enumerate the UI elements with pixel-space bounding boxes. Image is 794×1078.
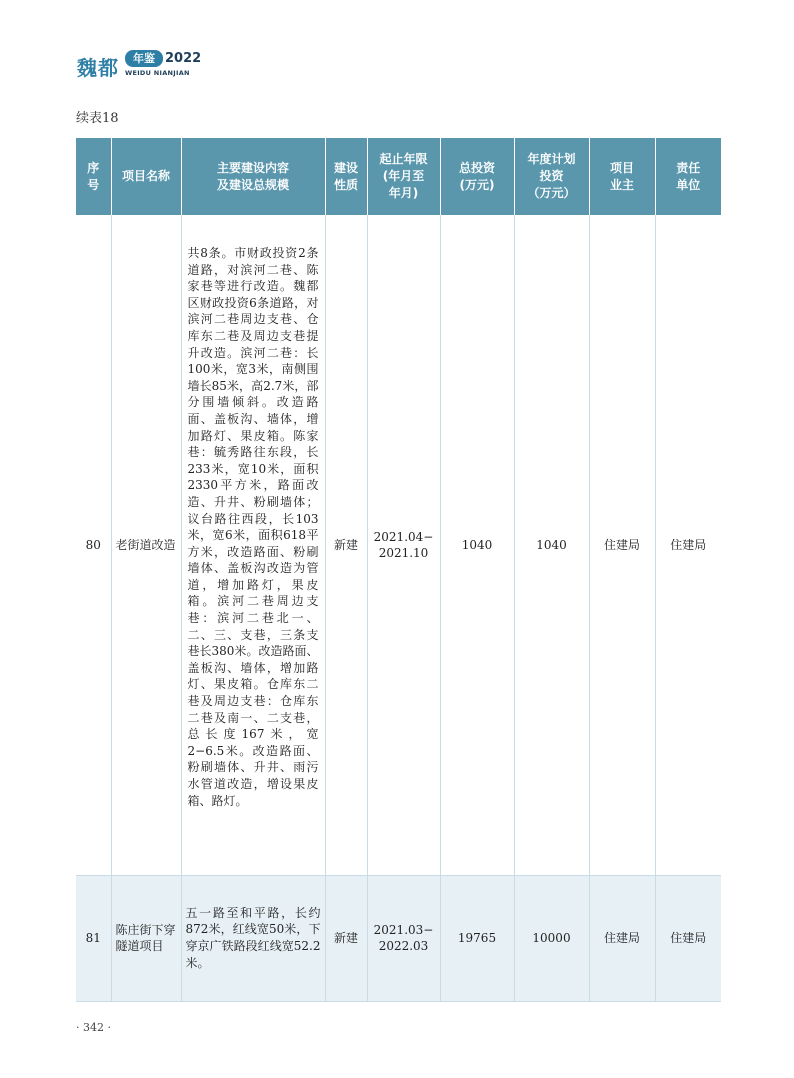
table-row	[76, 875, 721, 1001]
cell-annual: 10000	[514, 875, 589, 1001]
cell-period: 2021.04− 2021.10	[367, 215, 440, 875]
yearbook-logo	[77, 50, 202, 80]
cell-total: 19765	[440, 875, 514, 1001]
header-resp: 责任 单位	[655, 138, 721, 215]
cell-no: 80	[76, 215, 111, 875]
cell-total: 1040	[440, 215, 514, 875]
header-name: 项目名称	[111, 138, 181, 215]
table-row	[76, 215, 721, 875]
cell-annual: 1040	[514, 215, 589, 875]
header-period: 起止年限 (年月至 年月)	[367, 138, 440, 215]
logo-title: 魏都	[77, 56, 119, 80]
project-table	[76, 138, 721, 1002]
cell-content: 共8条。市财政投资2条道路，对滨河二巷、陈家巷等进行改造。魏都区财政投资6条道路，对滨河二巷周边支巷、仓库东二巷及周边支巷提升改造。滨河二巷：长100米，宽3米，南侧围墙长85米，高2.7米，部分围墙倾斜。改造路面、盖板沟、墙体，增加路灯、果皮箱。陈家巷：毓秀路往东段，长233米，宽10米，面积2330平方米，路面改造、升井、粉刷墙体；议台路往西段，长103米，宽6米，面积618平方米，改造路面、粉刷墙体、盖板沟改造为管道，增加路灯，果皮箱。滨河二巷周边支巷：滨河二巷北一、二、三、支巷，三条支巷长380米。改造路面、盖板沟、墙体，增加路灯、果皮箱。仓库东二巷及周边支巷：仓库东二巷及南一、二支巷，总长度167米，宽2−6.5米。改造路面、粉刷墙体、升井、雨污水管道改造，增设果皮箱、路灯。	[181, 215, 325, 875]
cell-owner: 住建局	[589, 875, 655, 1001]
cell-nature: 新建	[325, 215, 367, 875]
cell-owner: 住建局	[589, 215, 655, 875]
cell-content: 五一路至和平路，长约872米，红线宽50米，下穿京广铁路段红线宽52.2米。	[181, 875, 325, 1001]
logo-year: 2022	[165, 51, 202, 66]
cell-no: 81	[76, 875, 111, 1001]
cell-name: 陈庄街下穿隧道项目	[111, 875, 181, 1001]
logo-seal: 年鉴	[125, 50, 163, 67]
header-no: 序 号	[76, 138, 111, 215]
cell-name: 老街道改造	[111, 215, 181, 875]
header-content: 主要建设内容 及建设总规模	[181, 138, 325, 215]
cell-period: 2021.03− 2022.03	[367, 875, 440, 1001]
page-number: · 342 ·	[76, 1021, 111, 1034]
header-annual: 年度计划 投资 （万元）	[514, 138, 589, 215]
table-header-row	[76, 138, 721, 215]
header-nature: 建设 性质	[325, 138, 367, 215]
logo-subtitle: WEIDU NIANJIAN	[125, 69, 190, 77]
header-owner: 项目 业主	[589, 138, 655, 215]
cell-nature: 新建	[325, 875, 367, 1001]
cell-resp: 住建局	[655, 875, 721, 1001]
header-total: 总投资 (万元)	[440, 138, 514, 215]
cell-resp: 住建局	[655, 215, 721, 875]
table-caption: 续表18	[76, 111, 119, 126]
